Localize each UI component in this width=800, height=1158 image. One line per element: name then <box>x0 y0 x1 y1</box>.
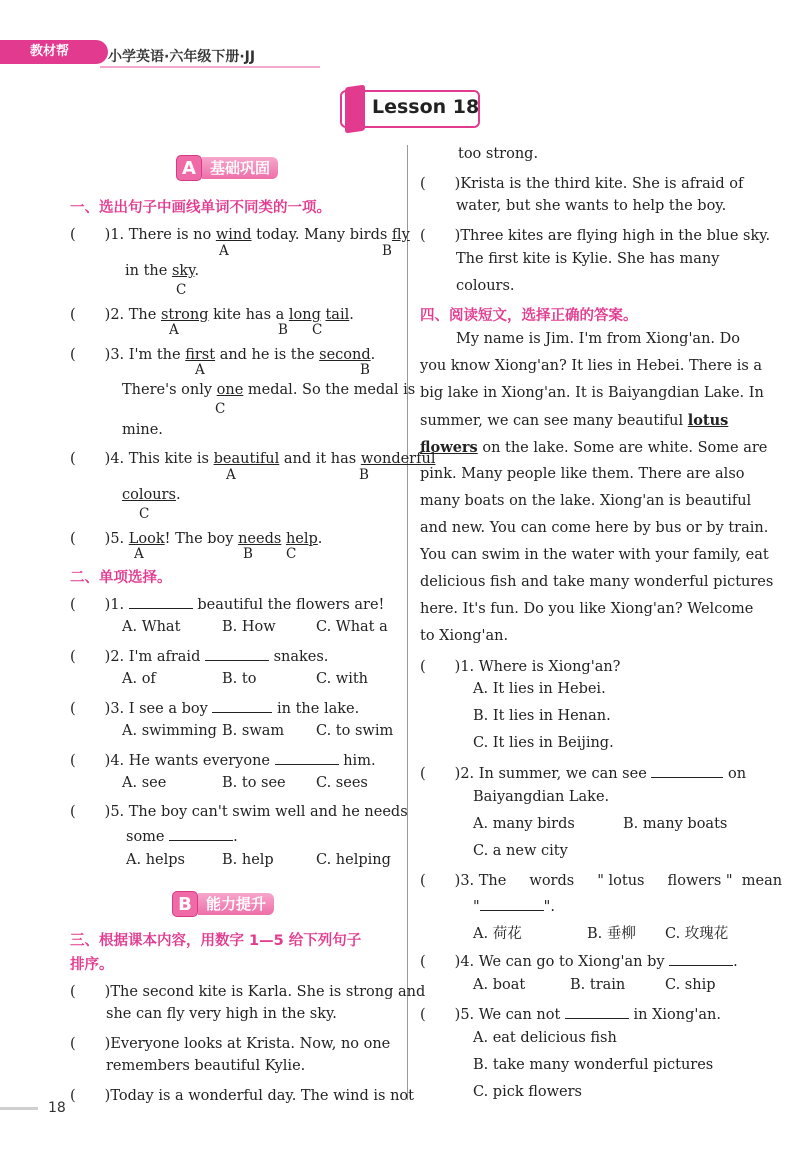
fill-blank[interactable] <box>275 750 339 765</box>
text: and he is the <box>219 347 315 363</box>
bold-word: lotus <box>687 412 729 429</box>
q2-opt-a: A. of <box>122 671 156 687</box>
q2-item-5 <box>70 800 408 821</box>
q2-opt-a: A. swimming <box>122 723 217 739</box>
answer-blank[interactable]: ( )3. <box>70 347 125 363</box>
q3-item-2-line2: remembers beautiful Kylie. <box>106 1058 306 1074</box>
label-a: A <box>169 322 179 338</box>
text: There is no <box>128 227 212 243</box>
answer-blank[interactable]: ( )2. <box>420 766 475 782</box>
text: There's only <box>122 382 213 398</box>
answer-blank[interactable]: ( )2. <box>70 649 125 665</box>
q1-item-1-line2 <box>125 263 199 279</box>
q2-opt-c: C. sees <box>316 775 368 791</box>
passage-line: here. It's fun. Do you like Xiong'an? Welcome <box>420 601 754 617</box>
q4-item-3-line2 <box>473 896 555 915</box>
header-rule <box>100 66 320 68</box>
q2-opt-c: C. to swim <box>316 723 394 739</box>
fill-blank[interactable] <box>565 1004 629 1019</box>
q4-opt-c: C. It lies in Beijing. <box>473 735 614 751</box>
q4-opt-b: B. take many wonderful pictures <box>473 1057 714 1073</box>
text: . <box>233 829 238 845</box>
section-b-badge <box>172 891 274 917</box>
text: in the lake. <box>277 701 360 717</box>
q1-item-2 <box>70 303 354 324</box>
text: Krista is the third kite. She is afraid of <box>460 176 744 192</box>
q1-item-3 <box>70 343 375 364</box>
lesson-title: Lesson 18 <box>372 96 480 118</box>
passage-line: My name is Jim. I'm from Xiong'an. Do <box>456 331 740 347</box>
q2-item-1 <box>70 593 384 614</box>
label-a: A <box>219 243 229 259</box>
q2-opt-b: B. to <box>222 671 257 687</box>
text: Everyone looks at Krista. Now, no one <box>110 1036 391 1052</box>
label-c: C <box>215 401 226 417</box>
text: on <box>728 766 747 782</box>
q3-heading-2: 排序。 <box>70 957 114 973</box>
label-c: C <box>286 546 297 562</box>
fill-blank[interactable] <box>480 896 544 911</box>
text: We can not <box>478 1007 561 1023</box>
text: The <box>128 307 157 323</box>
text: and it has <box>283 451 357 467</box>
passage-line: pink. Many people like them. There are also <box>420 466 745 482</box>
underlined-word: sky <box>171 263 195 279</box>
q3-item-5-line2: The first kite is Kylie. She has many <box>456 251 720 267</box>
answer-blank[interactable]: ( )4. <box>70 451 125 467</box>
underlined-word: one <box>216 382 244 398</box>
column-divider <box>407 145 408 1100</box>
text: This kite is <box>128 451 209 467</box>
text: . <box>194 263 200 279</box>
section-title: 基础巩固 <box>202 157 278 179</box>
q2-item-3 <box>70 697 359 718</box>
q4-opt-c: C. a new city <box>473 843 568 859</box>
q2-item-2 <box>70 645 328 666</box>
label-b: B <box>360 362 370 378</box>
label-c: C <box>176 282 187 298</box>
text: in the <box>125 263 168 279</box>
underlined-word: long <box>288 307 321 323</box>
answer-blank[interactable]: ( )3. <box>70 701 125 717</box>
text: today. Many birds <box>256 227 388 243</box>
text: The words " lotus flowers " mean <box>478 873 783 889</box>
passage-line: delicious fish and take many wonderful pictures <box>420 574 774 590</box>
q1-heading: 一、选出句子中画线单词不同类的一项。 <box>70 200 331 216</box>
q1-item-4-line2 <box>122 487 181 503</box>
q4-opt-a: A. many birds <box>473 816 575 832</box>
q1-item-3-line2 <box>122 382 415 398</box>
q4-opt-b: B. It lies in Henan. <box>473 708 611 724</box>
q1-item-1 <box>70 223 410 244</box>
underlined-word: beautiful <box>213 451 280 467</box>
answer-blank[interactable]: ( ) <box>70 1036 111 1052</box>
fill-blank[interactable] <box>669 951 733 966</box>
label-c: C <box>312 322 323 338</box>
underlined-word: Look <box>128 531 165 547</box>
footer-bar <box>0 1107 38 1110</box>
text: I'm afraid <box>128 649 201 665</box>
q2-opt-b: B. help <box>222 852 274 868</box>
fill-blank[interactable] <box>651 763 723 778</box>
label-b: B <box>382 243 392 259</box>
text: beautiful the flowers are! <box>197 597 385 613</box>
label-b: B <box>243 546 253 562</box>
text: In summer, we can see <box>478 766 647 782</box>
underlined-word: strong <box>160 307 209 323</box>
q3-item-1-line2: she can fly very high in the sky. <box>106 1006 337 1022</box>
answer-blank[interactable]: ( )2. <box>70 307 125 323</box>
q4-opt-c: C. 玫瑰花 <box>665 926 729 942</box>
passage-line: you know Xiong'an? It lies in Hebei. There is a <box>420 358 763 374</box>
answer-blank[interactable]: ( )5. <box>70 804 125 820</box>
q2-opt-b: B. to see <box>222 775 286 791</box>
passage-line: and new. You can come here by bus or by train. <box>420 520 769 536</box>
text: The second kite is Karla. She is strong and <box>110 984 426 1000</box>
bold-word: flowers <box>420 439 478 456</box>
q2-opt-c: C. helping <box>316 852 391 868</box>
underlined-word: second <box>319 347 371 363</box>
text: He wants everyone <box>128 753 270 769</box>
text: snakes. <box>273 649 329 665</box>
text: on the lake. Some are white. Some are <box>482 440 768 456</box>
q4-item-5 <box>420 1003 721 1024</box>
text: him. <box>343 753 376 769</box>
underlined-word: colours <box>122 487 176 503</box>
q4-opt-c: C. ship <box>665 977 716 993</box>
text: . <box>733 954 738 970</box>
q2-heading: 二、单项选择。 <box>70 570 172 586</box>
q2-opt-c: C. What a <box>316 619 388 635</box>
text: " <box>473 899 480 915</box>
text: in Xiong'an. <box>633 1007 721 1023</box>
page-number: 18 <box>48 1100 66 1116</box>
text: . <box>317 531 323 547</box>
answer-blank[interactable]: ( )3. <box>420 873 475 889</box>
q4-opt-b: B. many boats <box>623 816 728 832</box>
passage-line: You can swim in the water with your family, eat <box>420 547 769 563</box>
q4-opt-b: B. 垂柳 <box>587 926 636 942</box>
q2-opt-a: A. helps <box>126 852 185 868</box>
q3-item-3 <box>70 1084 414 1105</box>
answer-blank[interactable]: ( ) <box>420 228 461 244</box>
underlined-word: fly <box>391 227 410 243</box>
q2-opt-b: B. How <box>222 619 276 635</box>
q3-item-4 <box>420 172 743 193</box>
text: We can go to Xiong'an by <box>478 954 665 970</box>
answer-blank[interactable]: ( ) <box>420 176 461 192</box>
label-a: A <box>226 467 236 483</box>
text: ". <box>543 899 555 915</box>
q1-item-5 <box>70 527 322 548</box>
q4-item-3 <box>420 869 782 890</box>
q1-item-3-line3: mine. <box>122 422 163 438</box>
text: . <box>349 307 354 323</box>
passage-line: many boats on the lake. Xiong'an is beautiful <box>420 493 752 509</box>
answer-blank[interactable]: ( )1. <box>70 227 125 243</box>
section-a-badge <box>176 155 278 181</box>
q3-item-3-line2: too strong. <box>458 146 539 162</box>
answer-blank[interactable]: ( )4. <box>70 753 125 769</box>
q2-item-4 <box>70 749 376 770</box>
answer-blank[interactable]: ( )1. <box>70 597 125 613</box>
text: . <box>370 347 376 363</box>
text: summer, we can see many beautiful <box>420 413 684 429</box>
fill-blank[interactable] <box>129 594 193 609</box>
section-letter: B <box>172 891 198 917</box>
q4-opt-a: A. eat delicious fish <box>473 1030 617 1046</box>
q4-opt-a: A. It lies in Hebei. <box>473 681 606 697</box>
fill-blank[interactable] <box>212 698 272 713</box>
q2-opt-a: A. see <box>122 775 167 791</box>
label-a: A <box>134 546 144 562</box>
q2-opt-b: B. swam <box>222 723 285 739</box>
section-letter: A <box>176 155 202 181</box>
underlined-word: needs <box>238 531 282 547</box>
text: I'm the <box>128 347 181 363</box>
text: The boy can't swim well and he needs <box>128 804 408 820</box>
bookmark-icon <box>345 85 365 134</box>
passage-line: to Xiong'an. <box>420 628 509 644</box>
label-b: B <box>359 467 369 483</box>
text: Where is Xiong'an? <box>478 659 621 675</box>
text: Today is a wonderful day. The wind is not <box>110 1088 414 1104</box>
q2-opt-c: C. with <box>316 671 369 687</box>
text: ! The boy <box>164 531 234 547</box>
q4-item-2 <box>420 762 746 783</box>
underlined-word: wind <box>215 227 252 243</box>
underlined-word: wonderful <box>360 451 436 467</box>
label-b: B <box>278 322 288 338</box>
q4-opt-c: C. pick flowers <box>473 1084 582 1100</box>
answer-blank[interactable]: ( )5. <box>70 531 125 547</box>
text: some <box>126 829 165 845</box>
q4-opt-a: A. boat <box>473 977 526 993</box>
answer-blank[interactable]: ( )5. <box>420 1007 475 1023</box>
answer-blank[interactable]: ( ) <box>70 984 111 1000</box>
label-c: C <box>139 506 150 522</box>
q1-item-4 <box>70 447 435 468</box>
passage-line <box>420 412 728 429</box>
section-title: 能力提升 <box>198 893 274 915</box>
q2-opt-a: A. What <box>122 619 181 635</box>
q3-item-5 <box>420 224 770 245</box>
q3-item-4-line2: water, but she wants to help the boy. <box>456 198 727 214</box>
passage-line <box>420 439 767 456</box>
text: kite has a <box>213 307 285 323</box>
underlined-word: first <box>185 347 216 363</box>
text: medal. So the medal is <box>247 382 416 398</box>
q4-item-2-line2: Baiyangdian Lake. <box>473 789 610 805</box>
q3-item-1 <box>70 980 425 1001</box>
q2-item-5-line2 <box>126 826 238 845</box>
q3-heading: 三、根据课本内容，用数字 1—5 给下列句子 <box>70 933 362 949</box>
q3-item-2 <box>70 1032 390 1053</box>
fill-blank[interactable] <box>169 826 233 841</box>
answer-blank[interactable]: ( ) <box>70 1088 111 1104</box>
answer-blank[interactable]: ( )4. <box>420 954 475 970</box>
q4-opt-b: B. train <box>570 977 626 993</box>
brand-tag: 教材帮 <box>0 40 108 64</box>
q4-heading: 四、阅读短文，选择正确的答案。 <box>420 308 638 324</box>
underlined-word: tail <box>325 307 350 323</box>
book-subtitle: 小学英语·六年级下册·JJ <box>108 49 256 65</box>
q4-item-1 <box>420 655 620 676</box>
q3-item-5-line3: colours. <box>456 278 515 294</box>
passage-line: big lake in Xiong'an. It is Baiyangdian Lake. In <box>420 385 764 401</box>
answer-blank[interactable]: ( )1. <box>420 659 475 675</box>
text: . <box>175 487 181 503</box>
q4-item-4 <box>420 950 738 971</box>
fill-blank[interactable] <box>205 646 269 661</box>
text: Three kites are flying high in the blue sky. <box>460 228 771 244</box>
text: I see a boy <box>128 701 208 717</box>
q4-opt-a: A. 荷花 <box>473 926 522 942</box>
label-a: A <box>195 362 205 378</box>
underlined-word: help <box>285 531 318 547</box>
